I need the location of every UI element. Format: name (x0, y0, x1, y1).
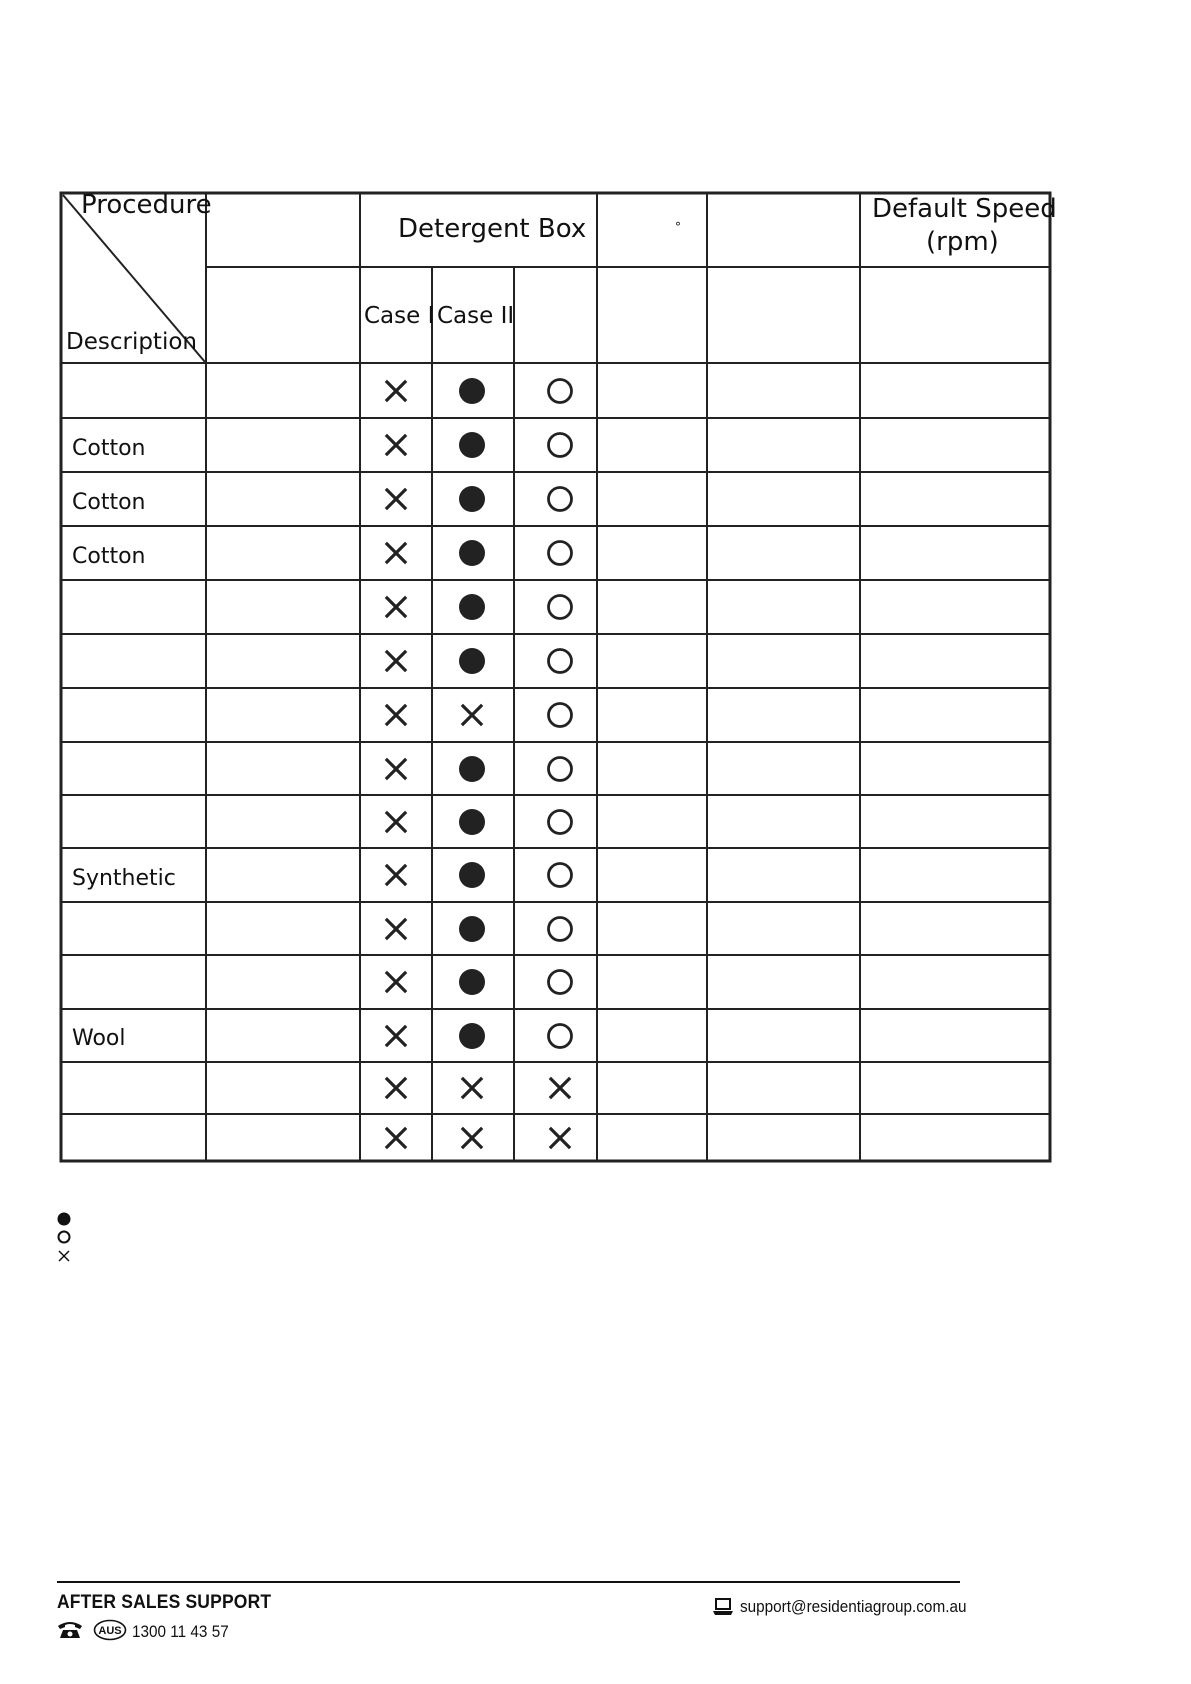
filled-circle-icon (457, 484, 487, 514)
case-2-header: Case II (437, 303, 515, 329)
row-cell-c3 (545, 1123, 575, 1158)
row-cell-c2 (457, 484, 487, 519)
degree-mark: ° (675, 220, 681, 234)
row-cell-c3 (545, 700, 575, 735)
row-description-label: Cotton (72, 490, 146, 515)
cross-icon (381, 1123, 411, 1153)
row-description-label: Synthetic (72, 866, 176, 891)
row-cell-c3 (545, 967, 575, 1002)
row-cell-c2 (457, 700, 487, 735)
row-cell-c2 (457, 1021, 487, 1056)
open-circle-icon (545, 430, 575, 460)
row-cell-c3 (545, 538, 575, 573)
row-cell-c1 (381, 967, 411, 1002)
cross-icon (381, 376, 411, 406)
cross-icon (545, 1073, 575, 1103)
row-cell-c3 (545, 646, 575, 681)
row-cell-c1 (381, 538, 411, 573)
cross-icon (545, 1123, 575, 1153)
cross-icon (381, 430, 411, 460)
cross-icon (457, 700, 487, 730)
row-cell-c1 (381, 1073, 411, 1108)
filled-circle-icon (457, 538, 487, 568)
cross-icon (457, 1073, 487, 1103)
open-circle-icon (545, 376, 575, 406)
row-description-label: Wool (72, 1026, 126, 1051)
row-description-label: Cotton (72, 544, 146, 569)
legend-cross (57, 1249, 73, 1270)
filled-circle-icon (457, 646, 487, 676)
phone-icon (57, 1620, 83, 1645)
filled-circle-icon (457, 914, 487, 944)
open-circle-icon (545, 860, 575, 890)
case-1-header: Case I (364, 303, 435, 329)
footer-phone-number: 1300 11 43 57 (132, 1622, 229, 1641)
row-cell-c2 (457, 914, 487, 949)
row-cell-c1 (381, 592, 411, 627)
filled-circle-icon (457, 754, 487, 784)
row-cell-c3 (545, 1073, 575, 1108)
cross-icon (381, 914, 411, 944)
cross-icon (57, 1249, 73, 1265)
row-cell-c2 (457, 967, 487, 1002)
row-cell-c1 (381, 914, 411, 949)
open-circle-icon (545, 807, 575, 837)
cross-icon (381, 646, 411, 676)
row-cell-c3 (545, 430, 575, 465)
footer-divider (57, 1581, 960, 1583)
detergent-box-header: Detergent Box (398, 214, 587, 244)
legend-open (57, 1230, 73, 1251)
filled-circle-icon (457, 376, 487, 406)
row-cell-c1 (381, 1021, 411, 1056)
open-circle-icon (545, 914, 575, 944)
filled-circle-icon (457, 807, 487, 837)
footer-email[interactable]: support@residentiagroup.com.au (740, 1597, 967, 1616)
row-cell-c1 (381, 700, 411, 735)
cross-icon (381, 860, 411, 890)
open-circle-icon (545, 592, 575, 622)
row-cell-c1 (381, 376, 411, 411)
cross-icon (381, 484, 411, 514)
row-cell-c2 (457, 538, 487, 573)
cross-icon (381, 967, 411, 997)
row-cell-c1 (381, 646, 411, 681)
row-cell-c1 (381, 860, 411, 895)
filled-circle-icon (457, 430, 487, 460)
aus-badge (93, 1619, 127, 1646)
row-cell-c2 (457, 430, 487, 465)
row-cell-c3 (545, 376, 575, 411)
open-circle-icon (545, 538, 575, 568)
corner-procedure-label: Procedure (81, 190, 212, 220)
filled-circle-icon (457, 1021, 487, 1051)
row-description-label: Cotton (72, 436, 146, 461)
default-speed-unit: (rpm) (926, 227, 999, 257)
filled-circle-icon (457, 860, 487, 890)
open-circle-icon (545, 700, 575, 730)
cross-icon (381, 754, 411, 784)
open-circle-icon (545, 1021, 575, 1051)
footer-title: AFTER SALES SUPPORT (57, 1592, 272, 1613)
default-speed-header: Default Speed (872, 194, 1057, 224)
filled-circle-icon (457, 592, 487, 622)
row-cell-c3 (545, 484, 575, 519)
row-cell-c3 (545, 1021, 575, 1056)
row-cell-c2 (457, 592, 487, 627)
row-cell-c1 (381, 807, 411, 842)
aus-badge-label: AUS (98, 1625, 122, 1637)
row-cell-c2 (457, 807, 487, 842)
laptop-icon (712, 1598, 734, 1621)
open-circle-icon (57, 1230, 73, 1246)
row-cell-c2 (457, 1073, 487, 1108)
row-cell-c3 (545, 914, 575, 949)
row-cell-c3 (545, 754, 575, 789)
row-cell-c1 (381, 754, 411, 789)
row-cell-c1 (381, 430, 411, 465)
cross-icon (381, 538, 411, 568)
open-circle-icon (545, 646, 575, 676)
row-cell-c2 (457, 376, 487, 411)
row-cell-c3 (545, 807, 575, 842)
cross-icon (381, 1073, 411, 1103)
open-circle-icon (545, 754, 575, 784)
open-circle-icon (545, 967, 575, 997)
row-cell-c3 (545, 860, 575, 895)
corner-description-label: Description (66, 329, 197, 355)
cross-icon (457, 1123, 487, 1153)
row-cell-c1 (381, 484, 411, 519)
row-cell-c3 (545, 592, 575, 627)
row-cell-c2 (457, 1123, 487, 1158)
cross-icon (381, 1021, 411, 1051)
open-circle-icon (545, 484, 575, 514)
row-cell-c2 (457, 860, 487, 895)
row-cell-c2 (457, 646, 487, 681)
row-cell-c1 (381, 1123, 411, 1158)
filled-circle-icon (457, 967, 487, 997)
cross-icon (381, 592, 411, 622)
cross-icon (381, 700, 411, 730)
cross-icon (381, 807, 411, 837)
row-cell-c2 (457, 754, 487, 789)
filled-circle-icon (57, 1212, 73, 1228)
